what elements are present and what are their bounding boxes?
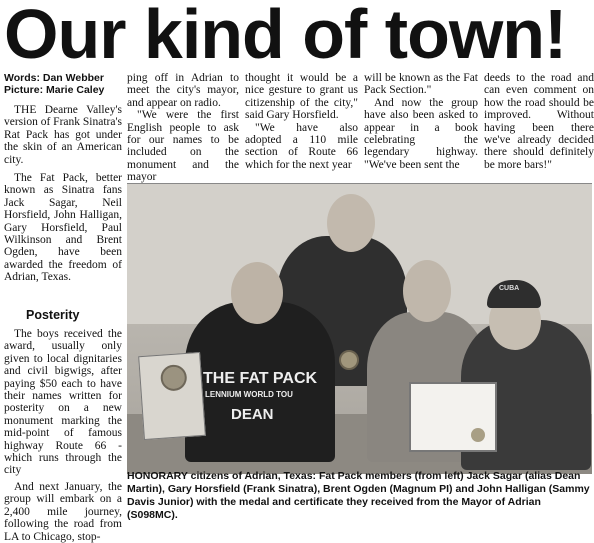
shirt-print-line1: THE FAT PACK — [203, 370, 318, 387]
paragraph: ping off in Adrian to meet the city's mayor, and appear on radio. — [127, 72, 239, 109]
paragraph: And now the group have also been asked to appear in a book celebrating the legendary highway. "We've been sent the — [364, 96, 478, 171]
paragraph: The Fat Pack, better known as Sinatra fans Jack Sagar, Neil Horsfield, John Halligan, Gary Horsfield, Paul Wilkinson and Brent Ogden, have been awarded the freedom of Adrian, Texas. — [4, 172, 122, 284]
article-column-2 — [127, 72, 239, 184]
article-column-1 — [4, 104, 122, 304]
paragraph: THE Dearne Valley's version of Frank Sinatra's Rat Pack has got under the skin of an American city. — [4, 104, 123, 166]
paragraph: "We have also adopted a 110 mile section of Route 66 which for the next year — [245, 121, 358, 171]
shirt-print-line2: LENNIUM WORLD TOU — [205, 390, 293, 399]
paragraph: "We were the first English people to ask for our names to be included on the monument and the mayor — [127, 109, 239, 184]
byline-words: Words: Dan Webber — [4, 72, 104, 84]
article-column-4 — [364, 72, 478, 180]
certificate — [409, 382, 497, 452]
photo-caption — [127, 470, 592, 524]
subhead: Posterity — [26, 308, 80, 322]
headline: Our kind of town! — [4, 0, 567, 73]
medal — [339, 350, 359, 370]
article-column-1-continued — [4, 328, 122, 543]
cap-print: CUBA — [499, 285, 520, 292]
paragraph: thought it would be a nice gesture to grant us citizenship of the city," said Gary Horsfield. — [245, 72, 358, 122]
paragraph: And next January, the group will embark on a 2,400 mile journey, following the road from LA to Chicago, stop- — [4, 480, 122, 543]
certificate-seal — [471, 428, 485, 442]
shirt-print-line3: DEAN — [231, 406, 274, 423]
paragraph: The boys received the award, usually only given to local dignitaries and civil bigwigs, after paying $50 each to have their names written for posterity on a new monument marking the mid-point of famous highway Route 66 - which runs through the city — [4, 328, 122, 477]
paragraph: deeds to the road and can even comment on how the road should be improved. Without having been there we've already decided there should definitely be more bars!" — [484, 72, 594, 171]
group-photo — [127, 183, 592, 469]
byline-picture: Picture: Marie Caley — [4, 84, 105, 96]
medal-card — [138, 352, 206, 440]
caption-lead: HONORARY — [127, 470, 188, 482]
caption-text: citizens of Adrian, Texas: Fat Pack members (from left) Jack Sagar (alias Dean Martin), Gary Horsfield (Frank Sinatra), Brent Ogden (Magnum PI) and John Halligan (Sammy Davis Junior) with the medal and certificate they received from the Mayor of Adrian (S098MC). — [127, 470, 590, 521]
article-column-3 — [245, 72, 358, 180]
article-column-5 — [484, 72, 594, 180]
paragraph: will be known as the Fat Pack Section." — [364, 72, 478, 97]
